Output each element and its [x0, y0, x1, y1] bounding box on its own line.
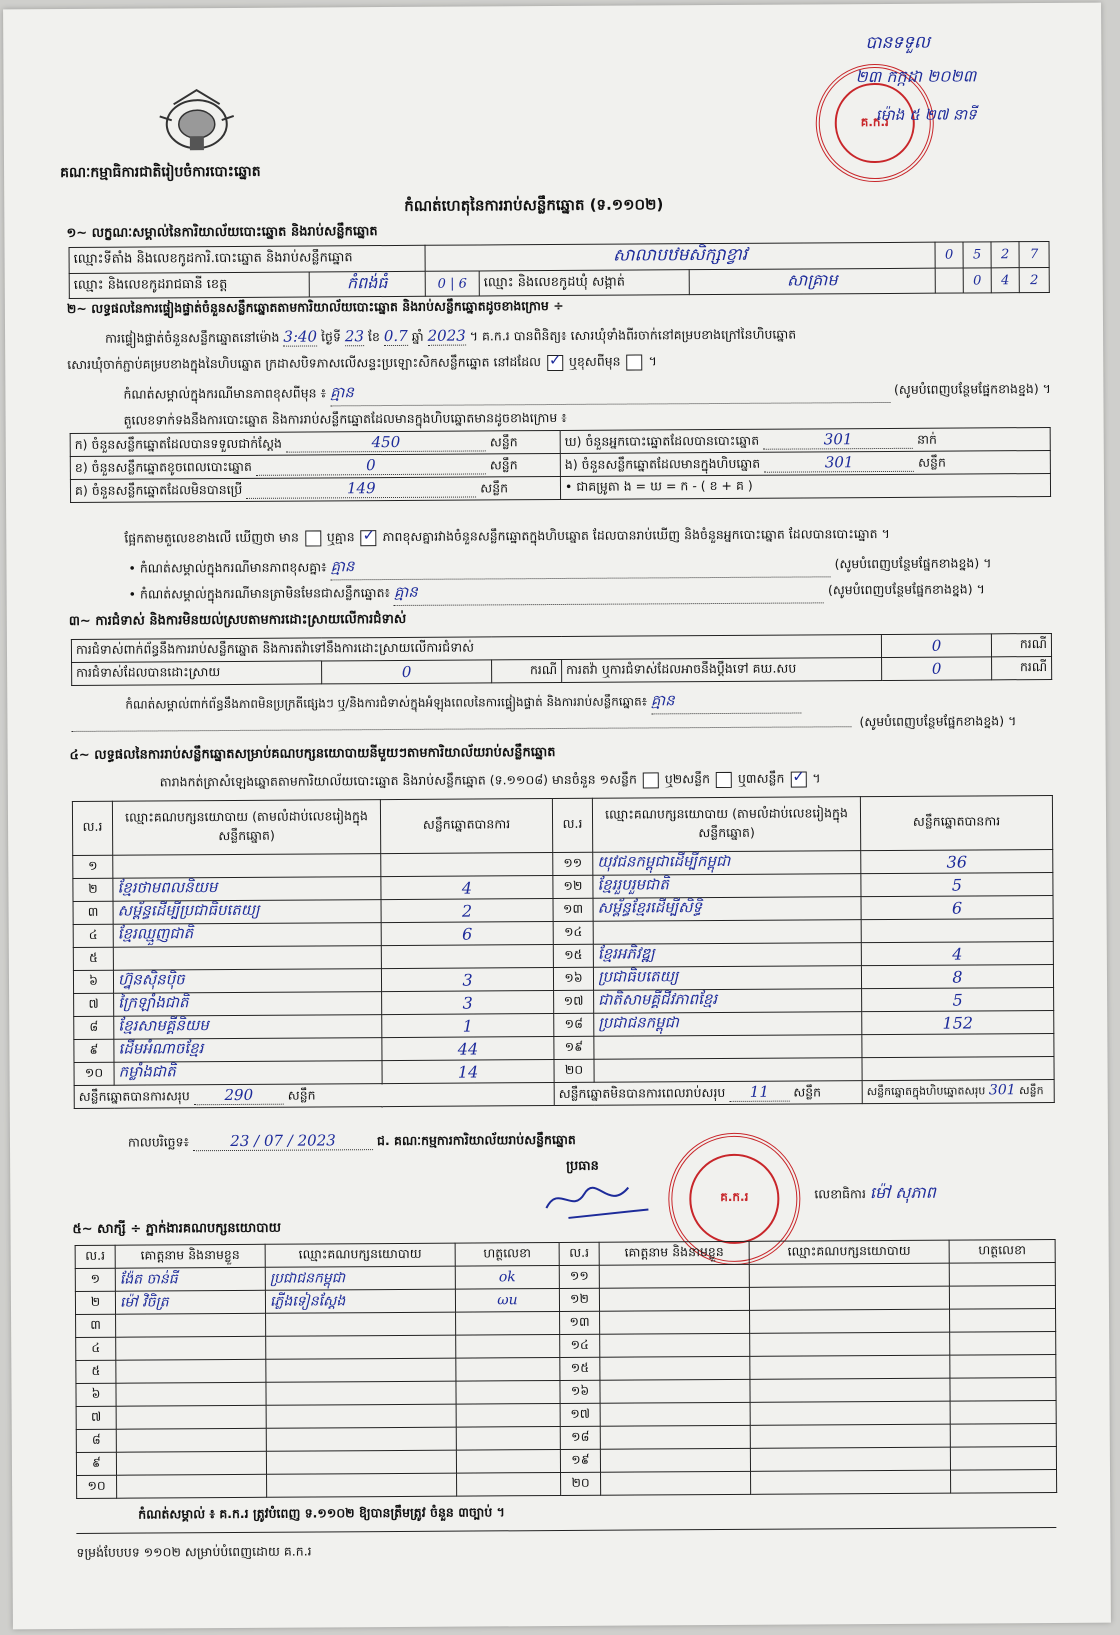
- witness-no-left: ២: [75, 1291, 115, 1314]
- row1-code-2: 5: [963, 242, 991, 268]
- row2-value2: សាគ្រាម: [689, 268, 935, 295]
- secretary-signature: ម៉ៅ សុភាព: [869, 1182, 936, 1203]
- w-col-name-left: គោត្តនាម និងនាមខ្លួន: [115, 1244, 265, 1268]
- result-no-right: ១២: [553, 875, 593, 898]
- row2-code: 0 | 6: [425, 271, 479, 296]
- tally-opt2: ឬ២សន្លឹក: [664, 771, 711, 787]
- witness-sig-left: ok: [455, 1265, 559, 1289]
- witness-sig-left: [456, 1334, 560, 1358]
- witness-no-right: ១៣: [560, 1311, 600, 1334]
- witness-party-left: [266, 1358, 456, 1382]
- witness-no-left: ៥: [76, 1360, 116, 1383]
- col-party-left: ឈ្មោះគណបក្សនយោបាយ (តាមលំដាប់លេខរៀងក្នុងសន្លឹកឆ្នោត): [112, 800, 380, 856]
- result-party-right: យុវជនកម្ពុជាដើម្បីកម្ពុជា: [593, 851, 861, 876]
- witness-party-right: [750, 1378, 950, 1402]
- note-label: កំណត់សម្គាល់ក្នុងករណីមានភាពខុសពីមុន ៖: [123, 385, 327, 402]
- result-votes-right: 5: [861, 872, 1053, 896]
- sum-invalid-cell: [554, 1081, 862, 1106]
- r2-label2: ការតវ៉ា ឬការជំទាស់ដែលអាចនឹងប្តឹងទៅ គឃ.សប: [562, 658, 882, 683]
- no-diff-checkbox[interactable]: [361, 530, 377, 546]
- check-line1: [105, 325, 796, 350]
- r2-value: 0: [322, 660, 492, 684]
- has-diff-checkbox[interactable]: [305, 530, 321, 546]
- result-party-right: ប្រជាធិបតេយ្យ: [593, 966, 861, 991]
- witness-party-left: [266, 1312, 456, 1336]
- location-table: [69, 241, 1050, 299]
- witness-no-right: ២០: [561, 1472, 601, 1495]
- result-party-right: ប្រជាជនកម្ពុជា: [594, 1012, 862, 1037]
- row1-code-3: 2: [991, 242, 1019, 268]
- witness-sig-left: [456, 1380, 560, 1404]
- result-votes-right: [862, 1033, 1054, 1057]
- witness-no-left: ៣: [76, 1314, 116, 1337]
- witness-sig-left: [457, 1472, 561, 1496]
- section2-title: ២~ លទ្ធផលនៃការផ្ទៀងផ្ទាត់ចំនួនសន្លឹកឆ្នោតតាមការិយាល័យបោះឆ្នោត និងរាប់សន្លឹកឆ្នោតដូចខាងក្រោម ÷: [66, 297, 564, 316]
- r2-value2: 0: [882, 657, 992, 681]
- witness-sig-left: [456, 1357, 560, 1381]
- ka-cell: [70, 430, 560, 456]
- result-no-left: ២: [73, 878, 113, 901]
- kha-cell: [70, 453, 560, 479]
- w-col-no-left: ល.រ: [75, 1245, 115, 1268]
- different-checkbox[interactable]: [627, 354, 643, 370]
- result-votes-left: 2: [381, 899, 553, 923]
- same-checkbox[interactable]: [547, 354, 563, 370]
- s3-note-label: កំណត់សម្គាល់ពាក់ព័ន្ធនឹងភាពមិនប្រក្រតីផ្សេងៗ ឬ/និងការជំទាស់ក្នុងអំឡុងពេលនៃការផ្ទៀងផ្ទាត់ និងការរាប់សន្លឹកឆ្នោត៖: [125, 694, 648, 712]
- result-no-right: ១៥: [553, 944, 593, 967]
- witness-no-left: ៧: [76, 1406, 116, 1429]
- witness-sig-right: [950, 1400, 1056, 1424]
- witness-sig-right: [950, 1331, 1056, 1355]
- witness-sig-right: [951, 1469, 1057, 1493]
- kha-unit: សន្លឹក: [489, 456, 518, 472]
- witness-no-right: ១៥: [560, 1357, 600, 1380]
- result-votes-right: 4: [861, 941, 1053, 965]
- result-party-left: ហ្វ៊ុនស៊ិនប៉ិច: [113, 969, 381, 994]
- witness-party-right: [750, 1355, 950, 1379]
- sum-box: 301: [988, 1082, 1016, 1099]
- result-votes-left: [381, 853, 553, 877]
- result-votes-left: 3: [381, 968, 553, 992]
- witness-party-right: [749, 1286, 949, 1310]
- date-line: [128, 1130, 576, 1154]
- ka-label: ក) ចំនួនសន្លឹកឆ្នោតដែលបានទទួលជាក់ស្តែង: [74, 435, 282, 452]
- ka-value: 450: [286, 432, 486, 452]
- r2-label: ការជំទាស់ដែលបានដោះស្រាយ: [72, 661, 322, 686]
- section3-title: ៣~ ការជំទាស់ និងការមិនយល់ស្របតាមការដោះស្រាយលើការជំទាស់: [68, 611, 407, 629]
- w-col-sig-left: ហត្ថលេខា: [455, 1242, 559, 1266]
- witness-party-left: ភ្លើងទៀនស្តែង: [265, 1289, 455, 1313]
- witness-party-right: [750, 1401, 950, 1425]
- witness-party-right: [749, 1263, 949, 1287]
- result-party-left: [113, 946, 381, 971]
- seal-label: • កំណត់សម្គាល់ក្នុងករណីមានត្រាមិនមែនជាសន្លឹកឆ្នោត៖: [128, 585, 391, 602]
- received-time: ម៉ោង ៥ ២៧ នាទី: [875, 105, 977, 125]
- row1-value: សាលាបឋមសិក្សាខ្វាវ: [425, 242, 935, 271]
- date-suffix: ជ. គណៈកម្មការការិយាល័យរាប់សន្លឹកឆ្នោត: [376, 1131, 576, 1149]
- diff-hint: (សូមបំពេញបន្ថែមផ្នែកខាងខ្នង) ។: [834, 555, 992, 572]
- sum-invalid: 11: [729, 1082, 789, 1101]
- date-value: 23 / 07 / 2023: [193, 1131, 373, 1151]
- seal-line: [129, 579, 985, 607]
- result-no-right: ១១: [553, 852, 593, 875]
- tally-1-checkbox[interactable]: [643, 772, 659, 788]
- sum-valid: 290: [194, 1085, 284, 1105]
- office-stamp-text: គ.ក.រ: [720, 1189, 749, 1205]
- footer-divider: [76, 1527, 1056, 1534]
- witness-sig-right: [950, 1423, 1056, 1447]
- witness-party-left: [267, 1473, 457, 1497]
- witness-no-right: ១៧: [560, 1403, 600, 1426]
- witness-sig-left: [456, 1426, 560, 1450]
- section1-title: ១~ លក្ខណៈសម្គាល់នៃការិយាល័យបោះឆ្នោត និងរាប់សន្លឹកឆ្នោត: [66, 224, 378, 241]
- result-votes-right: 6: [861, 895, 1053, 919]
- result-no-right: ១៦: [553, 967, 593, 990]
- ko-unit: សន្លឹក: [480, 479, 509, 495]
- result-no-left: ៤: [73, 924, 113, 947]
- witness-party-right: [750, 1332, 950, 1356]
- s3-note-dots: [71, 726, 851, 732]
- col-no-left: ល.រ: [72, 801, 112, 855]
- witness-name-left: [116, 1451, 266, 1475]
- secretary-line: [814, 1182, 936, 1207]
- r1-label: ការជំទាស់ពាក់ព័ន្ធនឹងការរាប់សន្លឹកឆ្នោត និងការតវ៉ាទៅនឹងការដោះស្រាយលើការជំទាស់: [71, 635, 881, 663]
- seal-value: គ្មាន: [394, 580, 824, 606]
- w-col-no-right: ល.រ: [559, 1242, 599, 1265]
- witness-no-right: ១៩: [560, 1449, 600, 1472]
- witness-name-left: [116, 1313, 266, 1337]
- witness-name-left: [116, 1359, 266, 1383]
- witness-party-left: [266, 1427, 456, 1451]
- tally-2-checkbox[interactable]: [716, 771, 732, 787]
- result-no-left: ៥: [73, 947, 113, 970]
- figures-table: [70, 427, 1051, 503]
- witness-no-left: ៩: [76, 1452, 116, 1475]
- col-votes-left: សន្លឹកឆ្នោតបានការ: [380, 799, 552, 854]
- gho-value: 301: [763, 429, 913, 449]
- witness-party-right: [750, 1447, 950, 1471]
- witness-no-left: ៨: [76, 1429, 116, 1452]
- sum-valid-unit: សន្លឹក: [287, 1086, 316, 1103]
- kha-label: ខ) ចំនួនសន្លឹកឆ្នោតខូចពេលបោះឆ្នោត: [74, 458, 252, 475]
- witness-sig-right: [949, 1262, 1055, 1286]
- section5-note: កំណត់សម្គាល់ ៖ គ.ក.រ ត្រូវបំពេញ ទ.១១០២ ឱ្យបានត្រឹមត្រូវ ចំនួន ៣ច្បាប់ ។: [138, 1504, 505, 1522]
- result-no-left: ៧: [74, 993, 114, 1016]
- result-no-left: ១០: [74, 1062, 114, 1085]
- row2-code2-1: 0: [963, 268, 991, 293]
- w-col-party-left: ឈ្មោះគណបក្សនយោបាយ: [265, 1243, 455, 1267]
- witness-no-left: ១០: [77, 1475, 117, 1498]
- result-no-right: ១៩: [554, 1036, 594, 1059]
- form-title: កំណត់ហេតុនៃការរាប់សន្លឹកឆ្នោត (ទ.១១០២): [404, 195, 664, 215]
- tally-opt3: ឬ៣សន្លឹក: [737, 770, 785, 786]
- witness-name-left: [116, 1405, 266, 1429]
- result-votes-right: 36: [861, 849, 1053, 873]
- s3-note-hint: (សូមបំពេញបន្ថែមផ្នែកខាងខ្នង) ។: [859, 713, 1017, 730]
- result-party-right: [594, 1035, 862, 1060]
- row2-code-1: 0: [437, 276, 446, 292]
- result-votes-right: [862, 1056, 1054, 1080]
- result-no-left: ៣: [73, 901, 113, 924]
- witness-name-right: [601, 1471, 751, 1495]
- check-day: 23: [344, 327, 365, 346]
- check-month: 0.7: [383, 326, 408, 346]
- witness-name-left: [116, 1428, 266, 1452]
- check-line2: សោរឃុំចាក់ភ្ជាប់គម្របខាងក្នុងនៃហិបឆ្នោត ក្រដាសបិទភាសលើសន្ទះប្រឡោះសិកសន្លឹកឆ្នោត នៅដដែល ✓ ឬខុសពីមុន ។: [67, 353, 657, 376]
- sum-invalid-unit: សន្លឹក: [793, 1083, 822, 1100]
- row2-code2-blank: [935, 268, 963, 293]
- witness-party-left: [266, 1450, 456, 1474]
- result-votes-left: 14: [382, 1060, 554, 1084]
- result-no-left: ៨: [74, 1016, 114, 1039]
- check-text-b: ថ្ងៃទី: [321, 329, 341, 345]
- row1-label: ឈ្មោះទីតាំង និងលេខកូដការិ.បោះឆ្នោត និងរាប់សន្លឹកឆ្នោត: [69, 245, 425, 273]
- received-date: ២៣ កក្កដា ២០២៣: [855, 66, 977, 87]
- check-hour: 3:40: [283, 327, 318, 346]
- nec-emblem-icon: [154, 86, 240, 159]
- row1-code-4: 7: [1019, 241, 1049, 267]
- date-label: កាលបរិច្ឆេទ៖: [127, 1134, 190, 1150]
- r1-unit: ករណី: [991, 633, 1051, 656]
- result-votes-right: 5: [862, 987, 1054, 1011]
- ko-label: គ) ចំនួនសន្លឹកឆ្នោតដែលមិនបានប្រើ: [74, 481, 243, 498]
- witness-party-right: [751, 1470, 951, 1494]
- witness-name-right: [600, 1448, 750, 1472]
- witness-sig-right: [950, 1377, 1056, 1401]
- results-table: [72, 795, 1055, 1109]
- witness-sig-left: ωu: [455, 1288, 559, 1312]
- received-label: បានទទួល: [865, 32, 931, 54]
- result-votes-left: 3: [382, 991, 554, 1015]
- gho-cell: [560, 427, 1050, 453]
- witness-name-right: [600, 1310, 750, 1334]
- ngo-cell: [560, 450, 1050, 476]
- result-party-left: [113, 854, 381, 879]
- result-no-left: ៩: [74, 1039, 114, 1062]
- row2-code2-2: 4: [991, 268, 1019, 293]
- witness-no-right: ១១: [559, 1265, 599, 1288]
- witness-party-left: [266, 1381, 456, 1405]
- row2-label2: ឈ្មោះ និងលេខកូដឃុំ សង្កាត់: [479, 270, 689, 296]
- ko-value: 149: [246, 478, 476, 498]
- tally-text: តារាងកត់ត្រាសំឡេងឆ្នោតតាមការិយាល័យបោះឆ្នោត និងរាប់សន្លឹកឆ្នោត (ទ.១១០៨) មានចំនួន ១សន្លឹក: [159, 771, 637, 790]
- result-votes-left: 44: [382, 1037, 554, 1061]
- compare-a: ផ្អែកតាមតួលេខខាងលើ ឃើញថា មាន: [124, 529, 299, 546]
- objection-table: [71, 633, 1052, 686]
- compare-b: ឬគ្មាន: [326, 529, 355, 545]
- w-col-name-right: គោត្តនាម និងនាមខ្លួន: [599, 1241, 749, 1265]
- witness-name-right: [600, 1333, 750, 1357]
- witness-no-right: ១៤: [560, 1334, 600, 1357]
- w-col-party-right: ឈ្មោះគណបក្សនយោបាយ: [749, 1240, 949, 1264]
- witness-party-left: ប្រជាជនកម្ពុជា: [265, 1266, 455, 1290]
- witness-no-left: ៤: [76, 1337, 116, 1360]
- col-party-right: ឈ្មោះគណបក្សនយោបាយ (តាមលំដាប់លេខរៀងក្នុងសន្លឹកឆ្នោត): [592, 797, 860, 853]
- r2-unit2: ករណី: [992, 656, 1052, 679]
- result-no-right: ១៤: [553, 921, 593, 944]
- sum-box-cell: [862, 1079, 1054, 1103]
- witness-name-right: [600, 1356, 750, 1380]
- figures-intro: តួលេខទាក់ទងនឹងការបោះឆ្នោត និងការរាប់សន្លឹកឆ្នោតដែលមានក្នុងហិបឆ្នោតមានដូចខាងក្រោម ៖: [123, 409, 567, 428]
- result-votes-right: [861, 918, 1053, 942]
- row2-code2-3: 2: [1019, 267, 1049, 292]
- note-value: គ្មាន: [330, 380, 890, 406]
- result-party-right: [593, 920, 861, 945]
- witness-name-left: ម៉ៅ វិចិត្រ: [115, 1290, 265, 1314]
- witness-party-right: [750, 1309, 950, 1333]
- row1-code-1: 0: [935, 242, 963, 268]
- witness-no-left: ៦: [76, 1383, 116, 1406]
- result-party-right: ខ្មែរអភិវឌ្ឍ: [593, 943, 861, 968]
- witness-sig-right: [949, 1285, 1055, 1309]
- chair-label: ប្រធាន: [566, 1158, 599, 1174]
- result-party-left: ដើមអំណាចខ្មែរ: [114, 1038, 382, 1063]
- kha-value: 0: [256, 455, 486, 475]
- diff-label: • កំណត់សម្គាល់ក្នុងករណីមានភាពខុសគ្នា៖: [128, 559, 327, 576]
- witness-sig-right: [950, 1308, 1056, 1332]
- check-text-c: ខែ: [367, 329, 380, 345]
- compare-line: [124, 526, 890, 550]
- witness-name-right: [600, 1425, 750, 1449]
- result-no-right: ២០: [554, 1059, 594, 1082]
- gho-label: ឃ) ចំនួនអ្នកបោះឆ្នោតដែលបានបោះឆ្នោត: [564, 432, 760, 449]
- witness-sig-left: [456, 1449, 560, 1473]
- note-hint: (សូមបំពេញបន្ថែមផ្នែកខាងខ្នង) ។: [893, 380, 1051, 397]
- form-sheet: [3, 3, 1111, 1630]
- result-party-right: ខ្មែររួបរួមជាតិ: [593, 874, 861, 899]
- witness-no-right: ១២: [559, 1288, 599, 1311]
- result-votes-right: 8: [861, 964, 1053, 988]
- witness-sig-left: [456, 1311, 560, 1335]
- col-no-right: ល.រ: [552, 798, 592, 852]
- row2-code-2: 6: [458, 276, 467, 292]
- witness-party-left: [266, 1335, 456, 1359]
- s3-note-line: [125, 691, 801, 718]
- ngo-value: 301: [764, 452, 914, 472]
- opt-same-label: ឬខុសពីមុន: [568, 353, 621, 369]
- ngo-unit: សន្លឹក: [918, 454, 946, 470]
- sum-valid-cell: [74, 1083, 554, 1109]
- ka-unit: សន្លឹក: [489, 433, 518, 449]
- tally-line: តារាងកត់ត្រាសំឡេងឆ្នោតតាមការិយាល័យបោះឆ្នោត និងរាប់សន្លឹកឆ្នោត (ទ.១១០៨) មានចំនួន ១សន្លឹក ឬ២សន្លឹក ឬ៣សន្លឹក ✓ ។: [160, 770, 821, 793]
- result-party-left: សម្ព័ន្ធដើម្បីប្រជាធិបតេយ្យ: [113, 900, 381, 925]
- witness-name-left: [117, 1474, 267, 1498]
- check-line2-text: សោរឃុំចាក់ភ្ជាប់គម្របខាងក្នុងនៃហិបឆ្នោត ក្រដាសបិទភាសលើសន្ទះប្រឡោះសិកសន្លឹកឆ្នោត នៅដដែល: [67, 354, 542, 372]
- result-no-right: ១៧: [554, 990, 594, 1013]
- check-text-a: ការផ្ទៀងផ្ទាត់ចំនួនសន្លឹកឆ្នោតនៅម៉ោង: [105, 329, 280, 346]
- chair-signature-icon: [538, 1173, 658, 1226]
- section4-title: ៤~ លទ្ធផលនៃការរាប់សន្លឹកឆ្នោតសម្រាប់គណបក្សនយោបាយនីមួយៗតាមការិយាល័យរាប់សន្លឹកឆ្នោត: [69, 745, 556, 763]
- row2-value: កំពង់ធំ: [309, 271, 425, 297]
- result-party-left: ខ្មែរថាមពលនិយម: [113, 877, 381, 902]
- result-party-right: ជាតិសាមគ្គីជីវភាពខ្មែរ: [594, 989, 862, 1014]
- section5-title: ៥~ សាក្សី ÷ ភ្នាក់ងារគណបក្សនយោបាយ: [72, 1220, 282, 1237]
- sum-box-label: សន្លឹកឆ្នោតក្នុងហិបឆ្នោតសរុប: [866, 1084, 986, 1099]
- form-footer: ទម្រង់បែបបទ ១១០២ សម្រាប់បំពេញដោយ គ.ក.រ: [76, 1543, 312, 1560]
- r1-value: 0: [881, 634, 991, 658]
- result-no-right: ១៣: [553, 898, 593, 921]
- col-votes-right: សន្លឹកឆ្នោតបានការ: [860, 795, 1052, 850]
- result-party-left: កម្លាំងជាតិ: [114, 1061, 382, 1086]
- diff-value: គ្មាន: [331, 554, 831, 580]
- result-votes-right: 152: [862, 1010, 1054, 1034]
- witness-name-right: [600, 1402, 750, 1426]
- result-no-left: ១: [73, 855, 113, 878]
- witness-table: [75, 1239, 1058, 1499]
- w-col-sig-right: ហត្ថលេខា: [949, 1239, 1055, 1263]
- sum-valid-label: សន្លឹកឆ្នោតបានការសរុប: [78, 1087, 190, 1104]
- result-party-left: ក្រៃឡាំងជាតិ: [114, 992, 382, 1017]
- received-stamp-text: គ.ក.រ: [860, 115, 889, 130]
- check-text-d: ឆ្នាំ: [411, 328, 424, 344]
- witness-sig-left: [456, 1403, 560, 1427]
- org-name: គណៈកម្មាធិការជាតិរៀបចំការបោះឆ្នោត: [60, 163, 261, 182]
- sum-box-unit: សន្លឹក: [1019, 1084, 1044, 1098]
- gho-unit: នាក់: [917, 431, 937, 447]
- ngo-label: ង) ចំនួនសន្លឹកឆ្នោតដែលមានក្នុងហិបឆ្នោត: [564, 455, 761, 472]
- check-text-e: ។ គ.ក.រ បានពិនិត្យ៖ សោរឃុំទាំងពីរចាក់នៅគម្របខាងក្រៅនៃហិបឆ្នោត: [469, 326, 797, 344]
- witness-sig-right: [950, 1354, 1056, 1378]
- result-no-right: ១៨: [554, 1013, 594, 1036]
- witness-name-left: [116, 1382, 266, 1406]
- result-party-left: ខ្មែរឈ្មួញជាតិ: [113, 923, 381, 948]
- witness-name-left: ង៉ែត ចាន់ធី: [115, 1267, 265, 1291]
- compare-c: ភាពខុសគ្នារវាងចំនួនសន្លឹកឆ្នោតក្នុងហិបឆ្នោត ដែលបានរាប់ឃើញ និងចំនួនអ្នកបោះឆ្នោត ដែលបានបោះឆ្នោត ។: [382, 525, 890, 545]
- note-line: [123, 379, 1051, 408]
- seal-hint: (សូមបំពេញបន្ថែមផ្នែកខាងខ្នង) ។: [827, 581, 985, 598]
- s3-note-value: គ្មាន: [651, 691, 801, 715]
- secretary-label: លេខាធិការ: [814, 1186, 866, 1202]
- witness-party-right: [750, 1424, 950, 1448]
- check-year: 2023: [427, 326, 466, 345]
- witness-no-right: ១៨: [560, 1426, 600, 1449]
- tally-3-checkbox[interactable]: [790, 771, 806, 787]
- result-party-right: សម្ព័ន្ធខ្មែរដើម្បីសិទ្ធិ: [593, 897, 861, 922]
- result-party-right: [594, 1058, 862, 1083]
- result-party-left: ខ្មែរសាមគ្គីនិយម: [114, 1015, 382, 1040]
- witness-party-left: [266, 1404, 456, 1428]
- witness-no-left: ១: [75, 1268, 115, 1291]
- r2-unit: ករណី: [492, 659, 562, 682]
- result-no-left: ៦: [73, 970, 113, 993]
- row2-label: ឈ្មោះ និងលេខកូដរាជធានី ខេត្ត: [69, 272, 309, 298]
- witness-row: [77, 1469, 1057, 1498]
- result-votes-left: 6: [381, 922, 553, 946]
- witness-name-right: [599, 1264, 749, 1288]
- diff-line: [128, 553, 991, 581]
- result-votes-left: 4: [381, 876, 553, 900]
- witness-name-left: [116, 1336, 266, 1360]
- formula: • ជាគម្រូតា ង = ឃ = ក - ( ខ + គ ): [560, 473, 1050, 499]
- sum-invalid-label: សន្លឹកឆ្នោតមិនបានការពេលរាប់សរុប: [558, 1084, 726, 1101]
- witness-sig-right: [950, 1446, 1056, 1470]
- witness-name-right: [599, 1287, 749, 1311]
- ko-cell: [70, 476, 560, 502]
- result-votes-left: [381, 945, 553, 969]
- witness-no-right: ១៦: [560, 1380, 600, 1403]
- witness-name-right: [600, 1379, 750, 1403]
- result-votes-left: 1: [382, 1014, 554, 1038]
